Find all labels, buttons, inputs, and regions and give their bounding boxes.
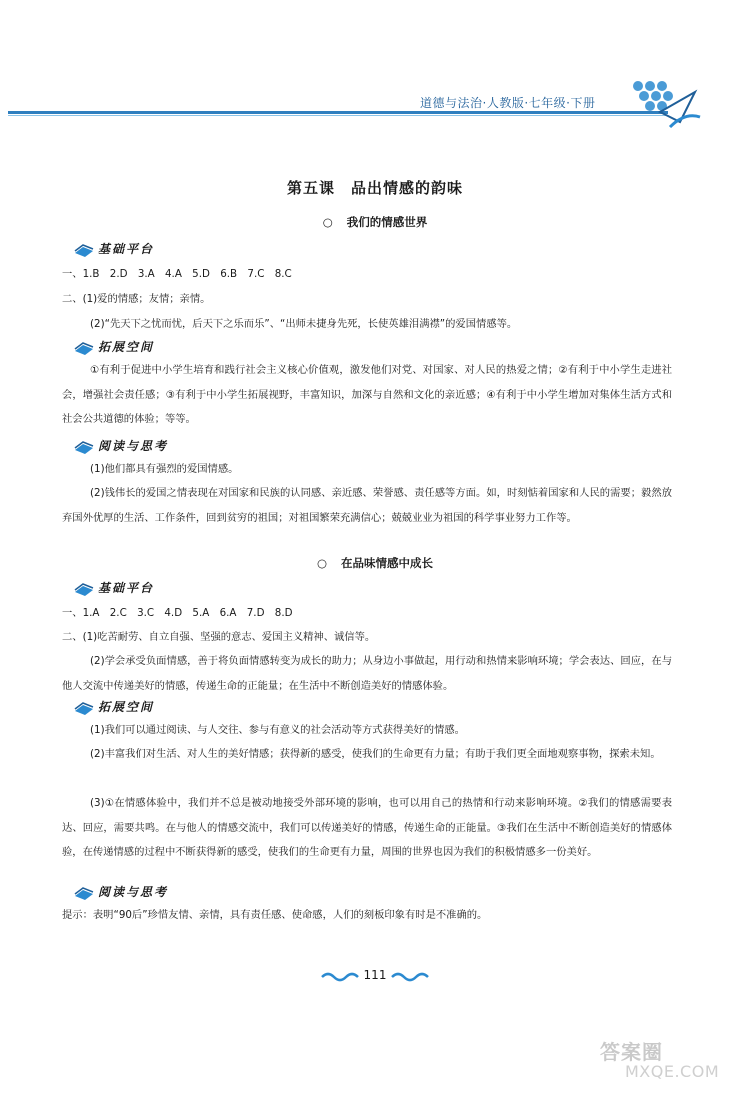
header-hexagon-decoration — [600, 72, 710, 142]
section-label: 阅读与思考 — [74, 883, 204, 903]
answer-line: 二、(1)爱的情感；友情；亲情。 — [62, 293, 211, 305]
answer-line: (1)我们可以通过阅读、与人交往、参与有意义的社会活动等方式获得美好的情感。 — [90, 724, 465, 736]
answer-line: (2)“先天下之忧而忧，后天下之乐而乐”、“出师未捷身先死，长使英雄泪满襟”的爱国情感等。 — [90, 318, 518, 330]
page-footer — [0, 968, 750, 983]
book-icon — [74, 582, 94, 596]
answer-paragraph: (3)①在情感体验中，我们并不总是被动地接受外部环境的影响，也可以用自己的热情和行动来影响环境。②我们的情感需要表达、回应，需要共鸣。在与他人的情感交流中，我们可以传递美好的情感，传递生命的正能量。③我们在生活中不断创造美好的情感体验，在传递情感的过程中不断获得新的感受，使我们的生命更有力量，周围的世界也因为我们的积极情感多一份美好。 — [62, 797, 672, 858]
book-icon — [74, 341, 94, 355]
book-icon — [74, 440, 94, 454]
lesson-title: 第五课 品出情感的韵味 — [286, 179, 463, 197]
section-label: 基础平台 — [74, 579, 204, 599]
answer-paragraph: (2)学会承受负面情感，善于将负面情感转变为成长的助力；从身边小事做起，用行动和热情来影响环境；学会表达、回应，在与他人交流中传递美好的情感，传递生命的正能量；在生活中不断创造美好的情感体验。 — [62, 655, 672, 692]
wave-left-icon — [320, 969, 360, 983]
section-subtitle-1: ○ 我们的情感世界 — [322, 215, 428, 229]
book-icon — [74, 886, 94, 900]
wave-right-icon — [390, 969, 430, 983]
answer-line: (1)他们都具有强烈的爱国情感。 — [90, 463, 239, 475]
section-label: 拓展空间 — [74, 698, 204, 718]
watermark-logo: 答案圈 — [600, 1040, 663, 1064]
book-icon — [74, 243, 94, 257]
section-label: 拓展空间 — [74, 338, 204, 358]
section-label: 基础平台 — [74, 240, 204, 260]
watermark-url: MXQE.COM — [625, 1062, 720, 1081]
answer-line: 一、1.B 2.D 3.A 4.A 5.D 6.B 7.C 8.C — [62, 268, 292, 280]
answer-line: 二、(1)吃苦耐劳、自立自强、坚强的意志、爱国主义精神、诚信等。 — [62, 631, 376, 643]
answer-paragraph: (2)丰富我们对生活、对人生的美好情感；获得新的感受，使我们的生命更有力量；有助于我们更全面地观察事物，探索未知。 — [90, 748, 661, 760]
answer-line: 一、1.A 2.C 3.C 4.D 5.A 6.A 7.D 8.D — [62, 607, 293, 619]
section-subtitle-2: ○ 在品味情感中成长 — [316, 556, 434, 570]
answer-paragraph: ①有利于促进中小学生培育和践行社会主义核心价值观，激发他们对党、对国家、对人民的热爱之情；②有利于中小学生走进社会，增强社会责任感；③有利于中小学生拓展视野，丰富知识，加深与自然和文化的亲近感；④有利于中小学生增加对集体生活方式和社会公共道德的体验；等等。 — [62, 364, 672, 425]
page-number: 111 — [363, 968, 387, 982]
section-label: 阅读与思考 — [74, 437, 204, 457]
book-icon — [74, 701, 94, 715]
header-rule-thin — [8, 115, 668, 116]
answer-line: 提示：表明“90后”珍惜友情、亲情，具有责任感、使命感，人们的刻板印象有时是不准确的。 — [62, 909, 488, 921]
running-header: 道德与法治·人教版·七年级·下册 — [420, 96, 596, 110]
answer-paragraph: (2)钱伟长的爱国之情表现在对国家和民族的认同感、亲近感、荣誉感、责任感等方面。如，时刻惦着国家和人民的需要；毅然放弃国外优厚的生活、工作条件，回到贫穷的祖国；对祖国繁荣充满信心；兢兢业业为祖国的科学事业努力工作等。 — [62, 487, 672, 524]
header-rule — [8, 111, 668, 114]
